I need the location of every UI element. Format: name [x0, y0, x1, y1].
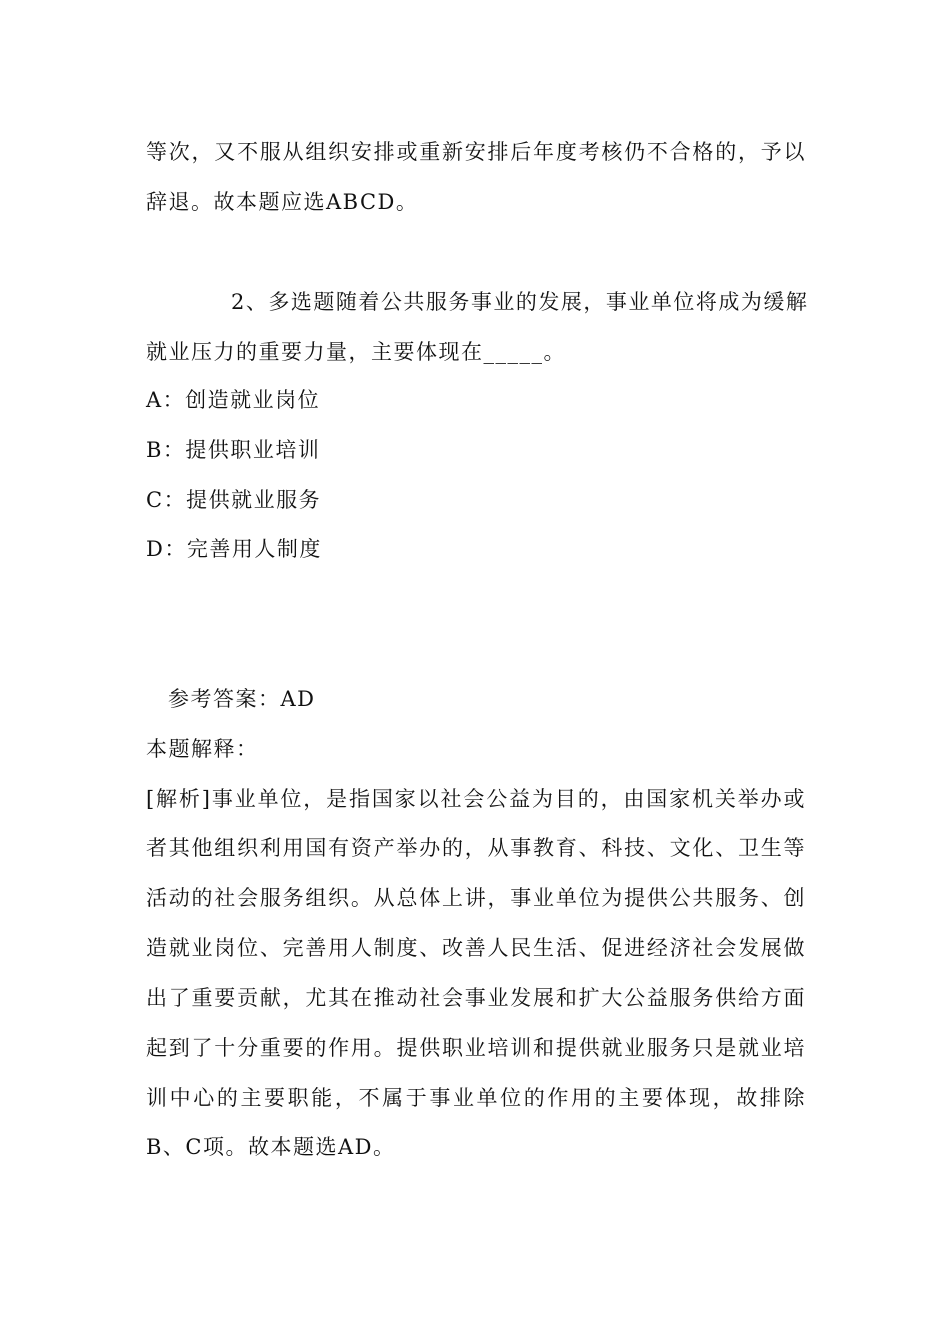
option-d: D：完善用人制度 — [146, 537, 322, 561]
explanation-line: 造就业岗位、完善用人制度、改善人民生活、促进经济社会发展做 — [146, 936, 806, 960]
question-stem-line-2: 就业压力的重要力量，主要体现在_____。 — [146, 340, 566, 364]
option-c: C：提供就业服务 — [146, 488, 322, 512]
explanation-line: B、C项。故本题选AD。 — [146, 1135, 396, 1159]
explanation-line: 起到了十分重要的作用。提供职业培训和提供就业服务只是就业培 — [146, 1036, 806, 1060]
previous-explanation-line-1: 等次，又不服从组织安排或重新安排后年度考核仍不合格的，予以 — [146, 140, 806, 164]
explanation-line: 活动的社会服务组织。从总体上讲，事业单位为提供公共服务、创 — [146, 886, 806, 910]
option-b: B：提供职业培训 — [146, 438, 321, 462]
previous-explanation-line-2: 辞退。故本题应选ABCD。 — [146, 190, 419, 214]
explanation-line: 出了重要贡献，尤其在推动社会事业发展和扩大公益服务供给方面 — [146, 986, 806, 1010]
option-a: A：创造就业岗位 — [146, 388, 321, 412]
reference-answer: 参考答案：AD — [168, 687, 316, 711]
explanation-title: 本题解释： — [146, 737, 259, 761]
question-stem-line-1: 2、多选题随着公共服务事业的发展，事业单位将成为缓解 — [231, 290, 809, 314]
explanation-line: [解析]事业单位，是指国家以社会公益为目的，由国家机关举办或 — [146, 787, 806, 811]
explanation-line: 者其他组织利用国有资产举办的，从事教育、科技、文化、卫生等 — [146, 836, 806, 860]
explanation-line: 训中心的主要职能，不属于事业单位的作用的主要体现，故排除 — [146, 1086, 806, 1110]
